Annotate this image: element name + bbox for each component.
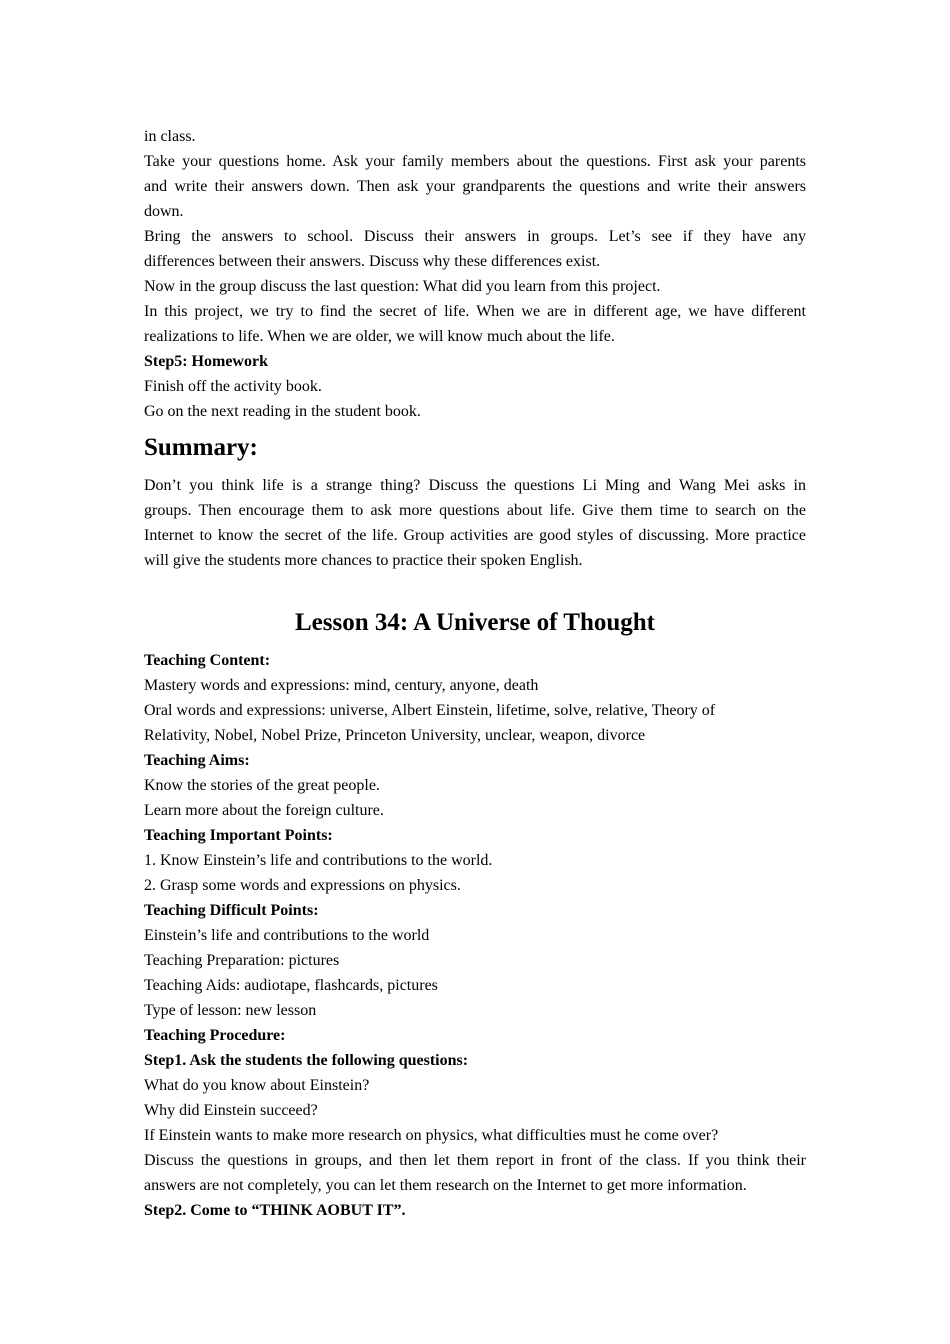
document-page: [144, 124, 806, 1223]
text-line: Finish off the activity book.: [144, 378, 322, 395]
text-line: Relativity, Nobel, Nobel Prize, Princeton University, unclear, weapon, divorce: [144, 727, 646, 744]
text-line: Internet to know the secret of the life. Group activities are good styles of discussing. More practice: [144, 527, 806, 544]
text-line: Teaching Procedure:: [144, 1027, 286, 1044]
paragraph: [144, 798, 806, 823]
section-label: [144, 648, 806, 673]
text-line: groups. Then encourage them to ask more questions about life. Give them time to search on the: [144, 502, 806, 519]
paragraph: [144, 299, 806, 349]
text-line: down.: [144, 203, 184, 220]
text-line: In this project, we try to find the secret of life. When we are in different age, we have different: [144, 303, 806, 320]
text-line: Discuss the questions in groups, and then let them report in front of the class. If you think their: [144, 1152, 806, 1169]
text-line: Teaching Important Points:: [144, 827, 333, 844]
paragraph: [144, 149, 806, 224]
section-label: [144, 748, 806, 773]
summary-body: [144, 473, 806, 573]
section-label: [144, 898, 806, 923]
text-line: Now in the group discuss the last question: What did you learn from this project.: [144, 278, 661, 295]
text-line: Step2. Come to “THINK AOBUT IT”.: [144, 1202, 406, 1219]
text-line: 2. Grasp some words and expressions on physics.: [144, 877, 461, 894]
paragraph: [144, 1073, 806, 1098]
text-line: Teaching Aims:: [144, 752, 250, 769]
paragraph: [144, 673, 806, 698]
text-line: Why did Einstein succeed?: [144, 1102, 318, 1119]
paragraph: [144, 948, 806, 973]
section-label: [144, 1023, 806, 1048]
paragraph: [144, 698, 806, 748]
text-line: Know the stories of the great people.: [144, 777, 380, 794]
paragraph: [144, 873, 806, 898]
section-label: [144, 1048, 806, 1073]
paragraph: [144, 1098, 806, 1123]
paragraph: [144, 923, 806, 948]
text-line: realizations to life. When we are older, we will know much about the life.: [144, 328, 615, 345]
section-label: [144, 349, 806, 374]
text-line: 1. Know Einstein’s life and contributions to the world.: [144, 852, 493, 869]
text-line: Type of lesson: new lesson: [144, 1002, 317, 1019]
text-line: answers are not completely, you can let them research on the Internet to get more information.: [144, 1177, 747, 1194]
section-label: [144, 1198, 806, 1223]
lesson-34-body: [144, 648, 806, 1223]
paragraph: [144, 274, 806, 299]
text-line: Teaching Difficult Points:: [144, 902, 319, 919]
paragraph: [144, 374, 806, 399]
summary-heading: Summary:: [144, 434, 258, 461]
text-line: Don’t you think life is a strange thing? Discuss the questions Li Ming and Wang Mei asks in: [144, 477, 806, 494]
lesson-33-continuation: [144, 124, 806, 424]
text-line: and write their answers down. Then ask your grandparents the questions and write their answers: [144, 178, 806, 195]
text-line: Learn more about the foreign culture.: [144, 802, 384, 819]
lesson-title: Lesson 34: A Universe of Thought: [294, 609, 655, 636]
paragraph: [144, 848, 806, 873]
paragraph: [144, 1123, 806, 1148]
paragraph: [144, 473, 806, 573]
text-line: Mastery words and expressions: mind, century, anyone, death: [144, 677, 539, 694]
text-line: Step5: Homework: [144, 353, 268, 370]
text-line: Teaching Aids: audiotape, flashcards, pictures: [144, 977, 438, 994]
text-line: Oral words and expressions: universe, Albert Einstein, lifetime, solve, relative, Theory of: [144, 702, 716, 719]
paragraph: [144, 124, 806, 149]
text-line: Bring the answers to school. Discuss their answers in groups. Let’s see if they have any: [144, 228, 806, 245]
paragraph: [144, 1148, 806, 1198]
section-label: [144, 823, 806, 848]
text-line: Teaching Preparation: pictures: [144, 952, 340, 969]
text-line: If Einstein wants to make more research on physics, what difficulties must he come over?: [144, 1127, 719, 1144]
paragraph: [144, 224, 806, 274]
text-line: Step1. Ask the students the following questions:: [144, 1052, 469, 1069]
text-line: differences between their answers. Discuss why these differences exist.: [144, 253, 601, 270]
paragraph: [144, 973, 806, 998]
text-line: will give the students more chances to practice their spoken English.: [144, 552, 583, 569]
paragraph: [144, 998, 806, 1023]
text-line: Einstein’s life and contributions to the world: [144, 927, 430, 944]
paragraph: [144, 399, 806, 424]
text-line: Take your questions home. Ask your family members about the questions. First ask your parents: [144, 153, 806, 170]
text-line: in class.: [144, 128, 196, 145]
text-line: What do you know about Einstein?: [144, 1077, 370, 1094]
text-line: Teaching Content:: [144, 652, 271, 669]
paragraph: [144, 773, 806, 798]
text-line: Go on the next reading in the student book.: [144, 403, 421, 420]
